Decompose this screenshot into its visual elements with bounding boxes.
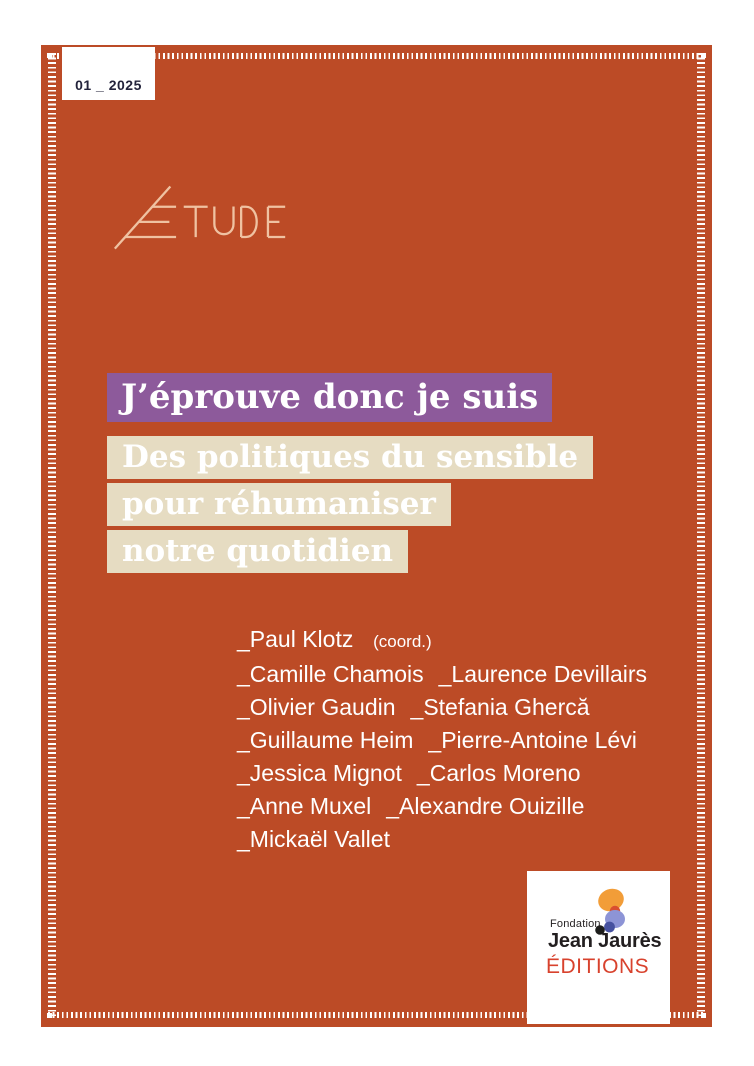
subtitle-banner-2: pour réhumaniser: [107, 483, 451, 526]
frame-corner-mark: [47, 1013, 52, 1018]
title-banner: J’éprouve donc je suis: [107, 373, 552, 422]
etude-letter-t: [184, 207, 208, 237]
etude-letter-d: [241, 207, 257, 237]
author-line: [237, 757, 647, 790]
frame-corner-mark: [47, 53, 52, 58]
etude-letter-u: [214, 207, 233, 235]
author-line: [237, 790, 647, 823]
author-line: [237, 658, 647, 691]
publisher-name: Jean Jaurès: [548, 930, 662, 952]
author-name: _Paul Klotz: [237, 626, 354, 652]
authors-list: [237, 623, 647, 856]
coordinator-suffix: (coord.): [368, 632, 432, 651]
etude-letter-e2: [268, 207, 285, 237]
etude-slash: [115, 186, 171, 248]
author-name: _Camille Chamois: [237, 661, 424, 687]
issue-badge: [62, 47, 155, 100]
subtitle-banner-3: notre quotidien: [107, 530, 408, 573]
publisher-fondation-label: Fondation: [550, 918, 601, 930]
author-name: _Anne Muxel: [237, 793, 372, 819]
author-line: [237, 823, 647, 856]
publisher-box: [527, 871, 670, 1024]
author-name: _Pierre-Antoine Lévi: [428, 727, 637, 753]
dashed-frame-right: [697, 53, 705, 1018]
subtitle-banner-1: Des politiques du sensible: [107, 436, 593, 479]
publisher-editions-label: ÉDITIONS: [546, 955, 650, 978]
frame-corner-mark: [701, 1013, 706, 1018]
author-line: [237, 724, 647, 757]
frame-corner-mark: [701, 53, 706, 58]
cover-panel: [41, 45, 712, 1027]
author-name: _Guillaume Heim: [237, 727, 414, 753]
author-name: _Olivier Gaudin: [237, 694, 396, 720]
issue-label: 01 _ 2025: [75, 77, 142, 93]
author-name: _Alexandre Ouizille: [386, 793, 585, 819]
author-name: _Carlos Moreno: [416, 760, 581, 786]
author-name: _Mickaël Vallet: [237, 826, 390, 852]
dashed-frame-left: [48, 53, 56, 1018]
author-line: [237, 623, 647, 658]
etude-logo: [111, 185, 289, 253]
author-name: _Jessica Mignot: [237, 760, 402, 786]
author-name: _Stefania Ghercă: [410, 694, 590, 720]
author-line: [237, 691, 647, 724]
title-block: [107, 373, 593, 577]
etude-letter-e1: [125, 207, 176, 237]
author-name: _Laurence Devillairs: [438, 661, 648, 687]
